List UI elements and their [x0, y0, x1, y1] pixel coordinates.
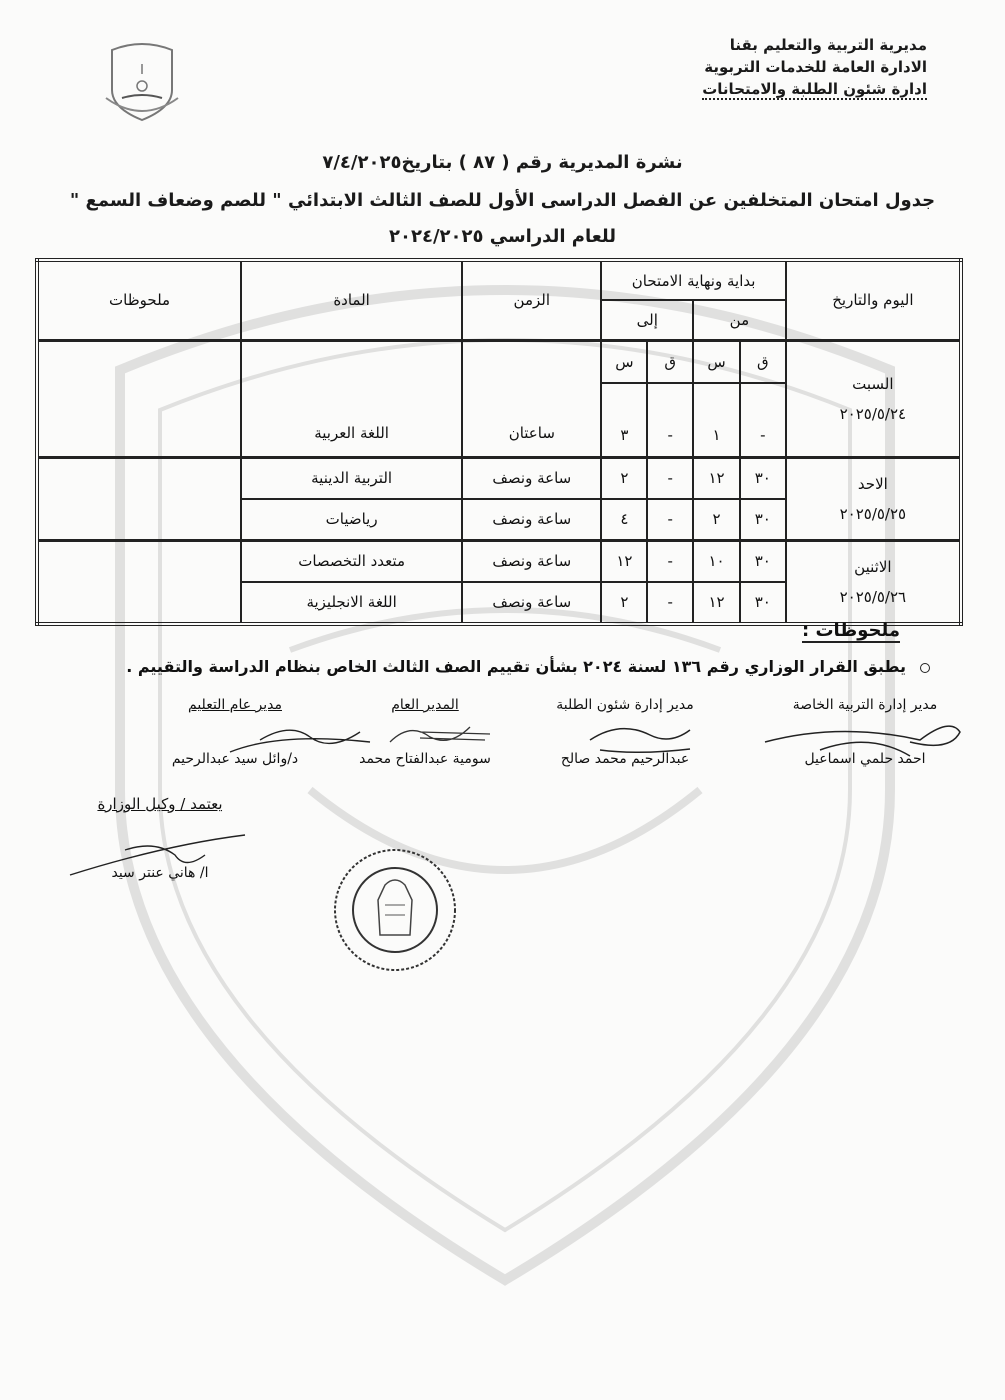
unit-hour: س [693, 340, 740, 383]
header-from: من [693, 300, 786, 340]
day-name: الاثنين [854, 557, 892, 576]
org-line-3 [627, 78, 927, 100]
duration-cell: ساعتان [462, 340, 601, 457]
from-hour-cell: ١٢ [693, 457, 740, 499]
exam-schedule-table [35, 258, 963, 626]
day-name: الاحد [857, 474, 888, 493]
from-hour-cell: ١ [693, 383, 740, 458]
day-date: ٢٠٢٥/٥/٢٦ [839, 587, 907, 606]
ministry-logo [92, 28, 192, 128]
academic-year-title: للعام الدراسي ٢٠٢٤/٢٠٢٥ [389, 226, 616, 247]
to-hour-cell: ٣ [601, 383, 647, 458]
to-hour-cell: ٢ [601, 457, 647, 499]
notes-cell [37, 340, 241, 457]
signature-name: سومية عبدالفتاح محمد [359, 751, 491, 767]
org-line-3-text: ادارة شئون الطلبة والامتحانات [702, 80, 927, 98]
from-hour-cell: ١٠ [693, 540, 740, 582]
org-line-1: مديرية التربية والتعليم بقنا [729, 36, 927, 54]
signature-role: المدير العام [391, 697, 459, 713]
approval-name: ا/ هاني عنتر سيد [111, 865, 209, 881]
header-exam-time: بداية ونهاية الامتحان [601, 260, 785, 300]
schedule-title: جدول امتحان المتخلفين عن الفصل الدراسى الأول للصف الثالث الابتدائي " للصم وضعاف السمع " [69, 190, 936, 211]
note-item [126, 657, 930, 676]
subject-cell: رياضيات [241, 499, 462, 541]
from-minute-cell: ٣٠ [740, 540, 786, 582]
from-hour-cell: ٢ [693, 499, 740, 541]
from-minute-cell: ٣٠ [740, 499, 786, 541]
to-minute-cell: - [647, 499, 693, 541]
unit-minute: ق [740, 340, 786, 383]
bullet-icon [920, 663, 930, 673]
notes-heading: ملحوظات : [801, 620, 900, 641]
organization-header [627, 34, 927, 100]
from-minute-cell: - [740, 383, 786, 458]
to-minute-cell: - [647, 582, 693, 624]
handwritten-signature [380, 712, 500, 757]
unit-minute: ق [647, 340, 693, 383]
header-notes: ملحوظات [37, 260, 241, 340]
subject-cell: متعدد التخصصات [241, 540, 462, 582]
duration-cell: ساعة ونصف [462, 582, 601, 624]
handwritten-signature [580, 715, 710, 760]
notes-cell [37, 457, 241, 540]
header-subject: المادة [241, 260, 462, 340]
from-minute-cell: ٣٠ [740, 582, 786, 624]
note-text: يطبق القرار الوزاري رقم ١٣٦ لسنة ٢٠٢٤ بشأن تقييم الصف الثالث الخاص بنظام الدراسة والتقييم . [126, 657, 906, 676]
handwritten-signature [760, 712, 970, 762]
to-hour-cell: ٤ [601, 499, 647, 541]
signature-role: مدير إدارة شئون الطلبة [556, 697, 694, 713]
day-date: ٢٠٢٥/٥/٢٥ [839, 504, 907, 523]
unit-hour: س [601, 340, 647, 383]
signature-role: مدير إدارة التربية الخاصة [792, 697, 938, 713]
to-hour-cell: ١٢ [601, 540, 647, 582]
signature-role: مدير عام التعليم [188, 697, 282, 713]
header-to: إلى [601, 300, 693, 340]
handwritten-signature [65, 820, 255, 890]
day-name: السبت [852, 374, 894, 393]
header-day-date: اليوم والتاريخ [786, 260, 961, 340]
duration-cell: ساعة ونصف [462, 499, 601, 541]
from-minute-cell: ٣٠ [740, 457, 786, 499]
day-date: ٢٠٢٥/٥/٢٤ [839, 404, 907, 423]
duration-cell: ساعة ونصف [462, 457, 601, 499]
to-hour-cell: ٢ [601, 582, 647, 624]
org-line-2: الادارة العامة للخدمات التربوية [704, 58, 927, 76]
to-minute-cell: - [647, 383, 693, 458]
day-date-cell [786, 540, 961, 624]
day-date-cell [786, 340, 961, 457]
signature-name: احمد حلمي اسماعيل [804, 751, 926, 767]
signature-name: عبدالرحيم محمد صالح [560, 751, 690, 767]
bulletin-title: نشرة المديرية رقم ( ٨٧ ) بتاريخ٧/٤/٢٠٢٥ [322, 152, 683, 173]
official-stamp [330, 845, 460, 975]
signature-name: د/وائل سيد عبدالرحيم [171, 751, 299, 767]
to-minute-cell: - [647, 540, 693, 582]
handwritten-signature [220, 712, 390, 762]
from-hour-cell: ١٢ [693, 582, 740, 624]
duration-cell: ساعة ونصف [462, 540, 601, 582]
notes-cell [37, 540, 241, 624]
approval-label: يعتمد / وكيل الوزارة [97, 795, 223, 813]
to-minute-cell: - [647, 457, 693, 499]
subject-cell: التربية الدينية [241, 457, 462, 499]
header-duration: الزمن [462, 260, 601, 340]
subject-cell: اللغة العربية [241, 340, 462, 457]
subject-cell: اللغة الانجليزية [241, 582, 462, 624]
day-date-cell [786, 457, 961, 540]
